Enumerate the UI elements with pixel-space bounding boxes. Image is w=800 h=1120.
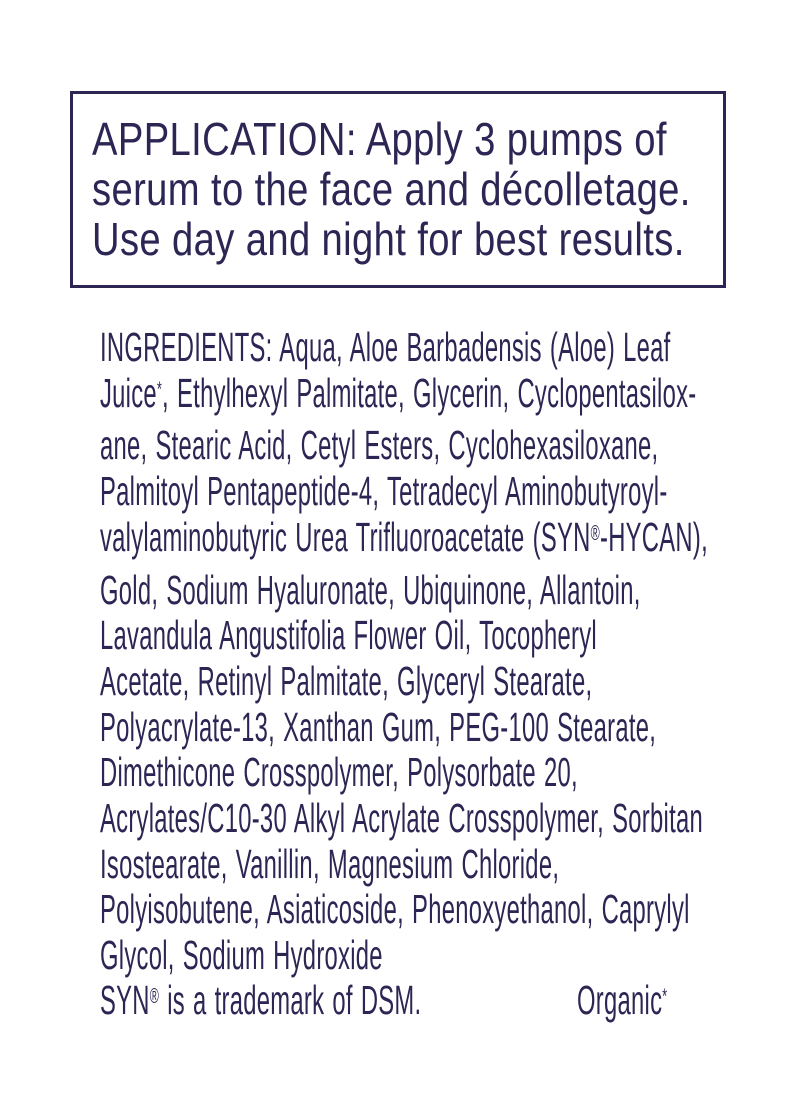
line-text: Acrylates/C10-30 Alkyl Acrylate Crosspolymer, Sorbitan xyxy=(100,795,704,842)
ingredients-line-3 xyxy=(100,423,744,469)
ingredients-line-10 xyxy=(100,750,744,796)
line-text: Polyisobutene, Asiaticoside, Phenoxyethanol, Caprylyl xyxy=(100,886,690,933)
trademark-note xyxy=(100,978,448,1031)
ingredients-line-11 xyxy=(100,796,744,842)
line-text: Acetate, Retinyl Palmitate, Glyceryl Stearate, xyxy=(100,657,593,704)
ingredients-line-12 xyxy=(100,842,744,888)
asterisk-superscript: * xyxy=(156,377,163,402)
ingredients-line-13 xyxy=(100,887,744,933)
application-line-3: Use day and night for best results. xyxy=(92,213,685,265)
line-text: ane, Stearic Acid, Cetyl Esters, Cyclohexasiloxane, xyxy=(100,422,659,469)
ingredients-line-14 xyxy=(100,933,744,979)
line-text: Palmitoyl Pentapeptide-4, Tetradecyl Aminobutyroyl- xyxy=(100,468,668,515)
line-text: Dimethicone Crosspolymer, Polysorbate 20, xyxy=(100,749,578,796)
line-text: INGREDIENTS: Aqua, Aloe Barbadensis (Aloe) Leaf xyxy=(100,324,671,370)
line-text: Gold, Sodium Hyaluronate, Ubiquinone, Allantoin, xyxy=(100,566,641,613)
application-line-2: serum to the face and décolletage. xyxy=(92,163,691,215)
ingredients-line-9 xyxy=(100,705,744,751)
line-text: Glycol, Sodium Hydroxide xyxy=(100,932,383,979)
line-text: Juice xyxy=(100,369,157,416)
application-line-1: APPLICATION: Apply 3 pumps of xyxy=(92,113,667,165)
ingredients-line-7 xyxy=(100,613,744,659)
line-text: Isostearate, Vanillin, Magnesium Chloride, xyxy=(100,840,560,887)
ingredients-line-2 xyxy=(100,371,744,424)
ingredients-line-5 xyxy=(100,515,744,568)
ingredients-paragraph xyxy=(100,325,744,979)
application-text xyxy=(92,114,690,264)
registered-mark-superscript: ® xyxy=(149,984,160,1009)
ingredients-line-1 xyxy=(100,325,744,371)
ingredients-line-4 xyxy=(100,469,744,515)
application-box xyxy=(70,91,726,288)
trademark-text: is a trademark of DSM. xyxy=(159,977,422,1023)
asterisk-superscript: * xyxy=(662,984,668,1009)
ingredients-line-8 xyxy=(100,659,744,705)
organic-text: Organic xyxy=(577,977,663,1023)
ingredients-line-6 xyxy=(100,568,744,614)
line-text: valylaminobutyric Urea Trifluoroacetate (SYN xyxy=(100,513,591,560)
line-text: Polyacrylate-13, Xanthan Gum, PEG-100 Stearate, xyxy=(100,703,657,750)
line-text: -HYCAN), xyxy=(599,513,708,560)
line-text: Lavandula Angustifolia Flower Oil, Tocopheryl xyxy=(100,612,597,659)
registered-mark-superscript: ® xyxy=(590,521,600,546)
trademark-text: SYN xyxy=(100,977,150,1023)
organic-note xyxy=(577,978,705,1031)
line-text: , Ethylhexyl Palmitate, Glycerin, Cyclopentasilox- xyxy=(162,369,697,416)
